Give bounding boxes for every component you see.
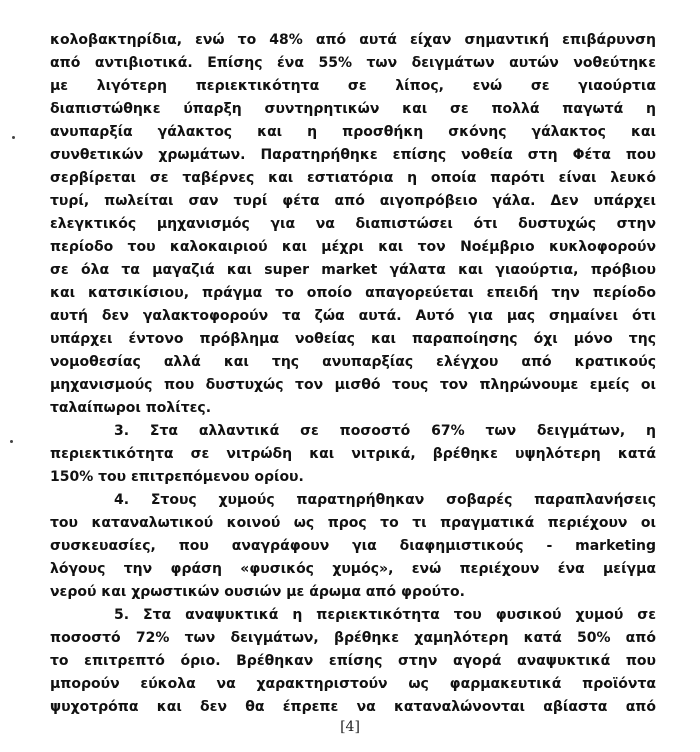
- text-line: διαπιστώθηκε ύπαρξη συντηρητικών και σε πολλά παγωτά η: [50, 101, 656, 117]
- text-line: από αντιβιοτικά. Επίσης ένα 55% των δειγμάτων αυτών νοθεύτηκε: [50, 55, 656, 71]
- text-line: σερβίρεται σε ταβέρνες και εστιατόρια η οποία παρότι είναι λευκό: [50, 170, 656, 186]
- text-line: με λιγότερη περιεκτικότητα σε λίπος, ενώ σε γιαούρτια: [50, 78, 656, 94]
- text-line: νομοθεσίας αλλά και της ανυπαρξίας ελέγχου από κρατικούς: [50, 354, 656, 370]
- text-line: το επιτρεπτό όριο. Βρέθηκαν επίσης στην αγορά αναψυκτικά που: [50, 653, 656, 669]
- text-line: και κατσικίσιου, πράγμα το οποίο απαγορεύεται επειδή την περίοδο: [50, 285, 656, 301]
- text-line: λόγους την φράση «φυσικός χυμός», ενώ περιέχουν ένα μείγμα: [50, 561, 656, 577]
- text-line: 150% του επιτρεπόμενου ορίου.: [50, 469, 304, 485]
- text-line: μπορούν εύκολα να χαρακτηριστούν ως φαρμακευτικά προϊόντα: [50, 676, 656, 692]
- text-line: ψυχοτρόπα και δεν θα έπρεπε να καταναλώνονται αβίαστα από: [50, 699, 656, 715]
- text-line: τυρί, πωλείται σαν τυρί φέτα από αιγοπρόβειο γάλα. Δεν υπάρχει: [50, 193, 656, 209]
- text-line: υπάρχει έντονο πρόβλημα νοθείας και παραποίησης όχι μόνο της: [50, 331, 656, 347]
- text-line: περίοδο του καλοκαιριού και μέχρι και τον Νοέμβριο κυκλοφορούν: [50, 239, 656, 255]
- text-line: ταλαίπωροι πολίτες.: [50, 400, 212, 416]
- text-line: νερού και χρωστικών ουσιών με άρωμα από φρούτο.: [50, 584, 465, 600]
- text-line: συσκευασίες, που αναγράφουν για διαφημιστικούς - marketing: [50, 538, 656, 554]
- text-line: ελεγκτικός μηχανισμός για να διαπιστώσει ότι δυστυχώς στην: [50, 216, 656, 232]
- item-4-heading-line: 4. Στους χυμούς παρατηρήθηκαν σοβαρές παραπλανήσεις: [114, 492, 656, 508]
- text-line: κολοβακτηρίδια, ενώ το 48% από αυτά είχαν σημαντική επιβάρυνση: [50, 32, 656, 48]
- item-5-heading-line: 5. Στα αναψυκτικά η περιεκτικότητα του φυσικού χυμού σε: [114, 607, 656, 623]
- page-number: [4]: [340, 719, 360, 735]
- text-line: σε όλα τα μαγαζιά και super market γάλατα και γιαούρτια, πρόβιου: [50, 262, 656, 278]
- item-3-heading-line: 3. Στα αλλαντικά σε ποσοστό 67% των δειγμάτων, η: [114, 423, 656, 439]
- text-line: περιεκτικότητα σε νιτρώδη και νιτρικά, βρέθηκε υψηλότερη κατά: [50, 446, 656, 462]
- text-line: συνθετικών χρωμάτων. Παρατηρήθηκε επίσης νοθεία στη Φέτα που: [50, 147, 656, 163]
- scan-speck: [10, 440, 13, 443]
- text-line: ανυπαρξία γάλακτος και η προσθήκη σκόνης γάλακτος και: [50, 124, 656, 140]
- text-line: του καταναλωτικού κοινού ως προς το τι πραγματικά περιέχουν οι: [50, 515, 656, 531]
- scan-speck: [12, 136, 15, 139]
- text-line: αυτή δεν γαλακτοφορούν τα ζώα αυτά. Αυτό για μας σημαίνει ότι: [50, 308, 656, 324]
- text-line: μηχανισμούς που δυστυχώς τον μισθό τους τον πληρώνουμε εμείς οι: [50, 377, 656, 393]
- text-line: ποσοστό 72% των δειγμάτων, βρέθηκε χαμηλότερη κατά 50% από: [50, 630, 656, 646]
